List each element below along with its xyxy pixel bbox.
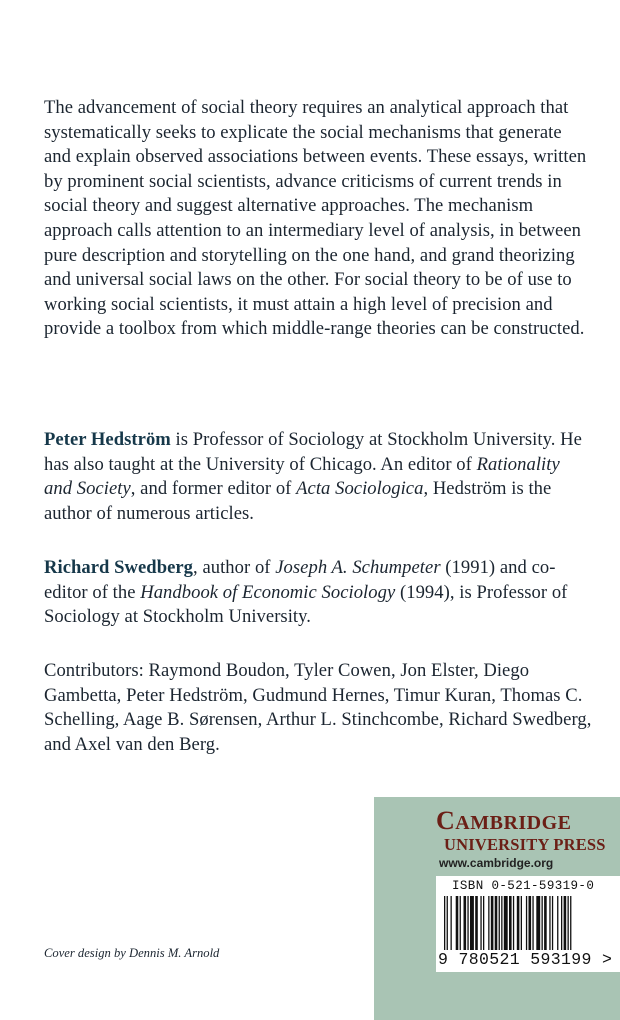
- barcode-stripe: [501, 896, 502, 950]
- swedberg-text-1: , author of: [193, 557, 276, 578]
- swedberg-text-2: (1991) and co-editor of the: [44, 557, 556, 603]
- publisher-name-rest: AMBRIDGE: [455, 812, 572, 834]
- swedberg-name: Richard Swedberg: [44, 557, 194, 578]
- swedberg-text-3: (1994), is Professor of Sociology at Stockholm University.: [44, 581, 568, 628]
- journal-acta: Acta Sociologica: [296, 478, 424, 500]
- barcode-stripe: [499, 896, 500, 950]
- hedstrom-name: Peter Hedström: [44, 429, 171, 450]
- barcode-stripe: [517, 896, 520, 950]
- book-schumpeter: Joseph A. Schumpeter: [275, 557, 441, 578]
- barcode-stripe: [444, 896, 445, 950]
- publisher-name-initial: C: [436, 806, 456, 835]
- barcode-stripe: [467, 896, 468, 950]
- barcode-stripe: [544, 896, 547, 950]
- barcode-stripe: [526, 896, 527, 950]
- barcode-stripe: [568, 896, 569, 950]
- barcode-stripe: [561, 896, 562, 950]
- barcode-stripe: [557, 896, 558, 950]
- barcode-stripe: [464, 896, 467, 950]
- swedberg-bio: [44, 556, 592, 630]
- barcode-stripe: [570, 896, 571, 950]
- barcode-stripe: [532, 896, 533, 950]
- publisher-url: www.cambridge.org: [439, 856, 554, 870]
- barcode-stripe: [451, 896, 452, 950]
- barcode-stripe: [521, 896, 522, 950]
- hedstrom-text-3: , Hedström is the author of numerous articles.: [44, 478, 552, 524]
- hedstrom-bio: [44, 428, 592, 526]
- barcode-stripe: [460, 896, 461, 950]
- barcode-stripe: [513, 896, 514, 950]
- barcode-box: [436, 876, 620, 972]
- barcode-stripe: [549, 896, 550, 950]
- publisher-subtitle: UNIVERSITY PRESS: [444, 835, 606, 854]
- hedstrom-text-2: , and former editor of: [130, 478, 297, 500]
- cover-design-credit: Cover design by Dennis M. Arnold: [44, 946, 220, 960]
- barcode-stripe: [509, 896, 512, 950]
- hedstrom-text-1: is Professor of Sociology at Stockholm University. He has also taught at the University of Chicago. An editor of: [44, 429, 582, 475]
- barcode-stripe: [483, 896, 484, 950]
- barcode-digits: 9 780521 593199 >: [438, 950, 613, 969]
- contributors-paragraph: Contributors: Raymond Boudon, Tyler Cowen, Jon Elster, Diego Gambetta, Peter Hedström, Gudmund Hernes, Timur Kuran, Thomas C. Schelling, Aage B. Sørensen, Arthur L. Stinchcombe, Richard Swedberg, and Axel van den Berg.: [44, 660, 592, 755]
- book-handbook: Handbook of Economic Sociology: [140, 581, 396, 603]
- barcode-stripe: [491, 896, 494, 950]
- blurb-paragraph: The advancement of social theory requires an analytical approach that systematically seeks to explicate the social mechanisms that generate and explain observed associations between events. These essays, written by prominent social scientists, advance criticisms of current trends in social theory and suggest alternative approaches. The mechanism approach calls attention to an intermediary level of analysis, in between pure description and storytelling on the one hand, and grand theorizing and universal social laws on the other. For social theory to be of use to working social scientists, it must attain a high level of precision and provide a toolbox from which middle-range theories can be constructed.: [44, 97, 587, 340]
- barcode-stripe: [542, 896, 543, 950]
- barcode-bars: [444, 896, 612, 952]
- barcode-stripe: [552, 896, 553, 950]
- barcode-stripe: [488, 896, 489, 950]
- barcode-stripe: [529, 896, 532, 950]
- barcode-stripe: [470, 896, 474, 950]
- barcode-stripe: [504, 896, 508, 950]
- barcode-stripe: [447, 896, 448, 950]
- barcode-stripe: [456, 896, 459, 950]
- barcode-stripe: [536, 896, 540, 950]
- barcode-stripe: [564, 896, 567, 950]
- barcode-stripe: [475, 896, 478, 950]
- isbn-label: ISBN 0-521-59319-0: [452, 879, 595, 893]
- barcode-stripe: [480, 896, 481, 950]
- journal-rationality: Rationality and Society: [44, 453, 560, 500]
- publisher-logo: [436, 807, 620, 837]
- barcode-stripe: [495, 896, 498, 950]
